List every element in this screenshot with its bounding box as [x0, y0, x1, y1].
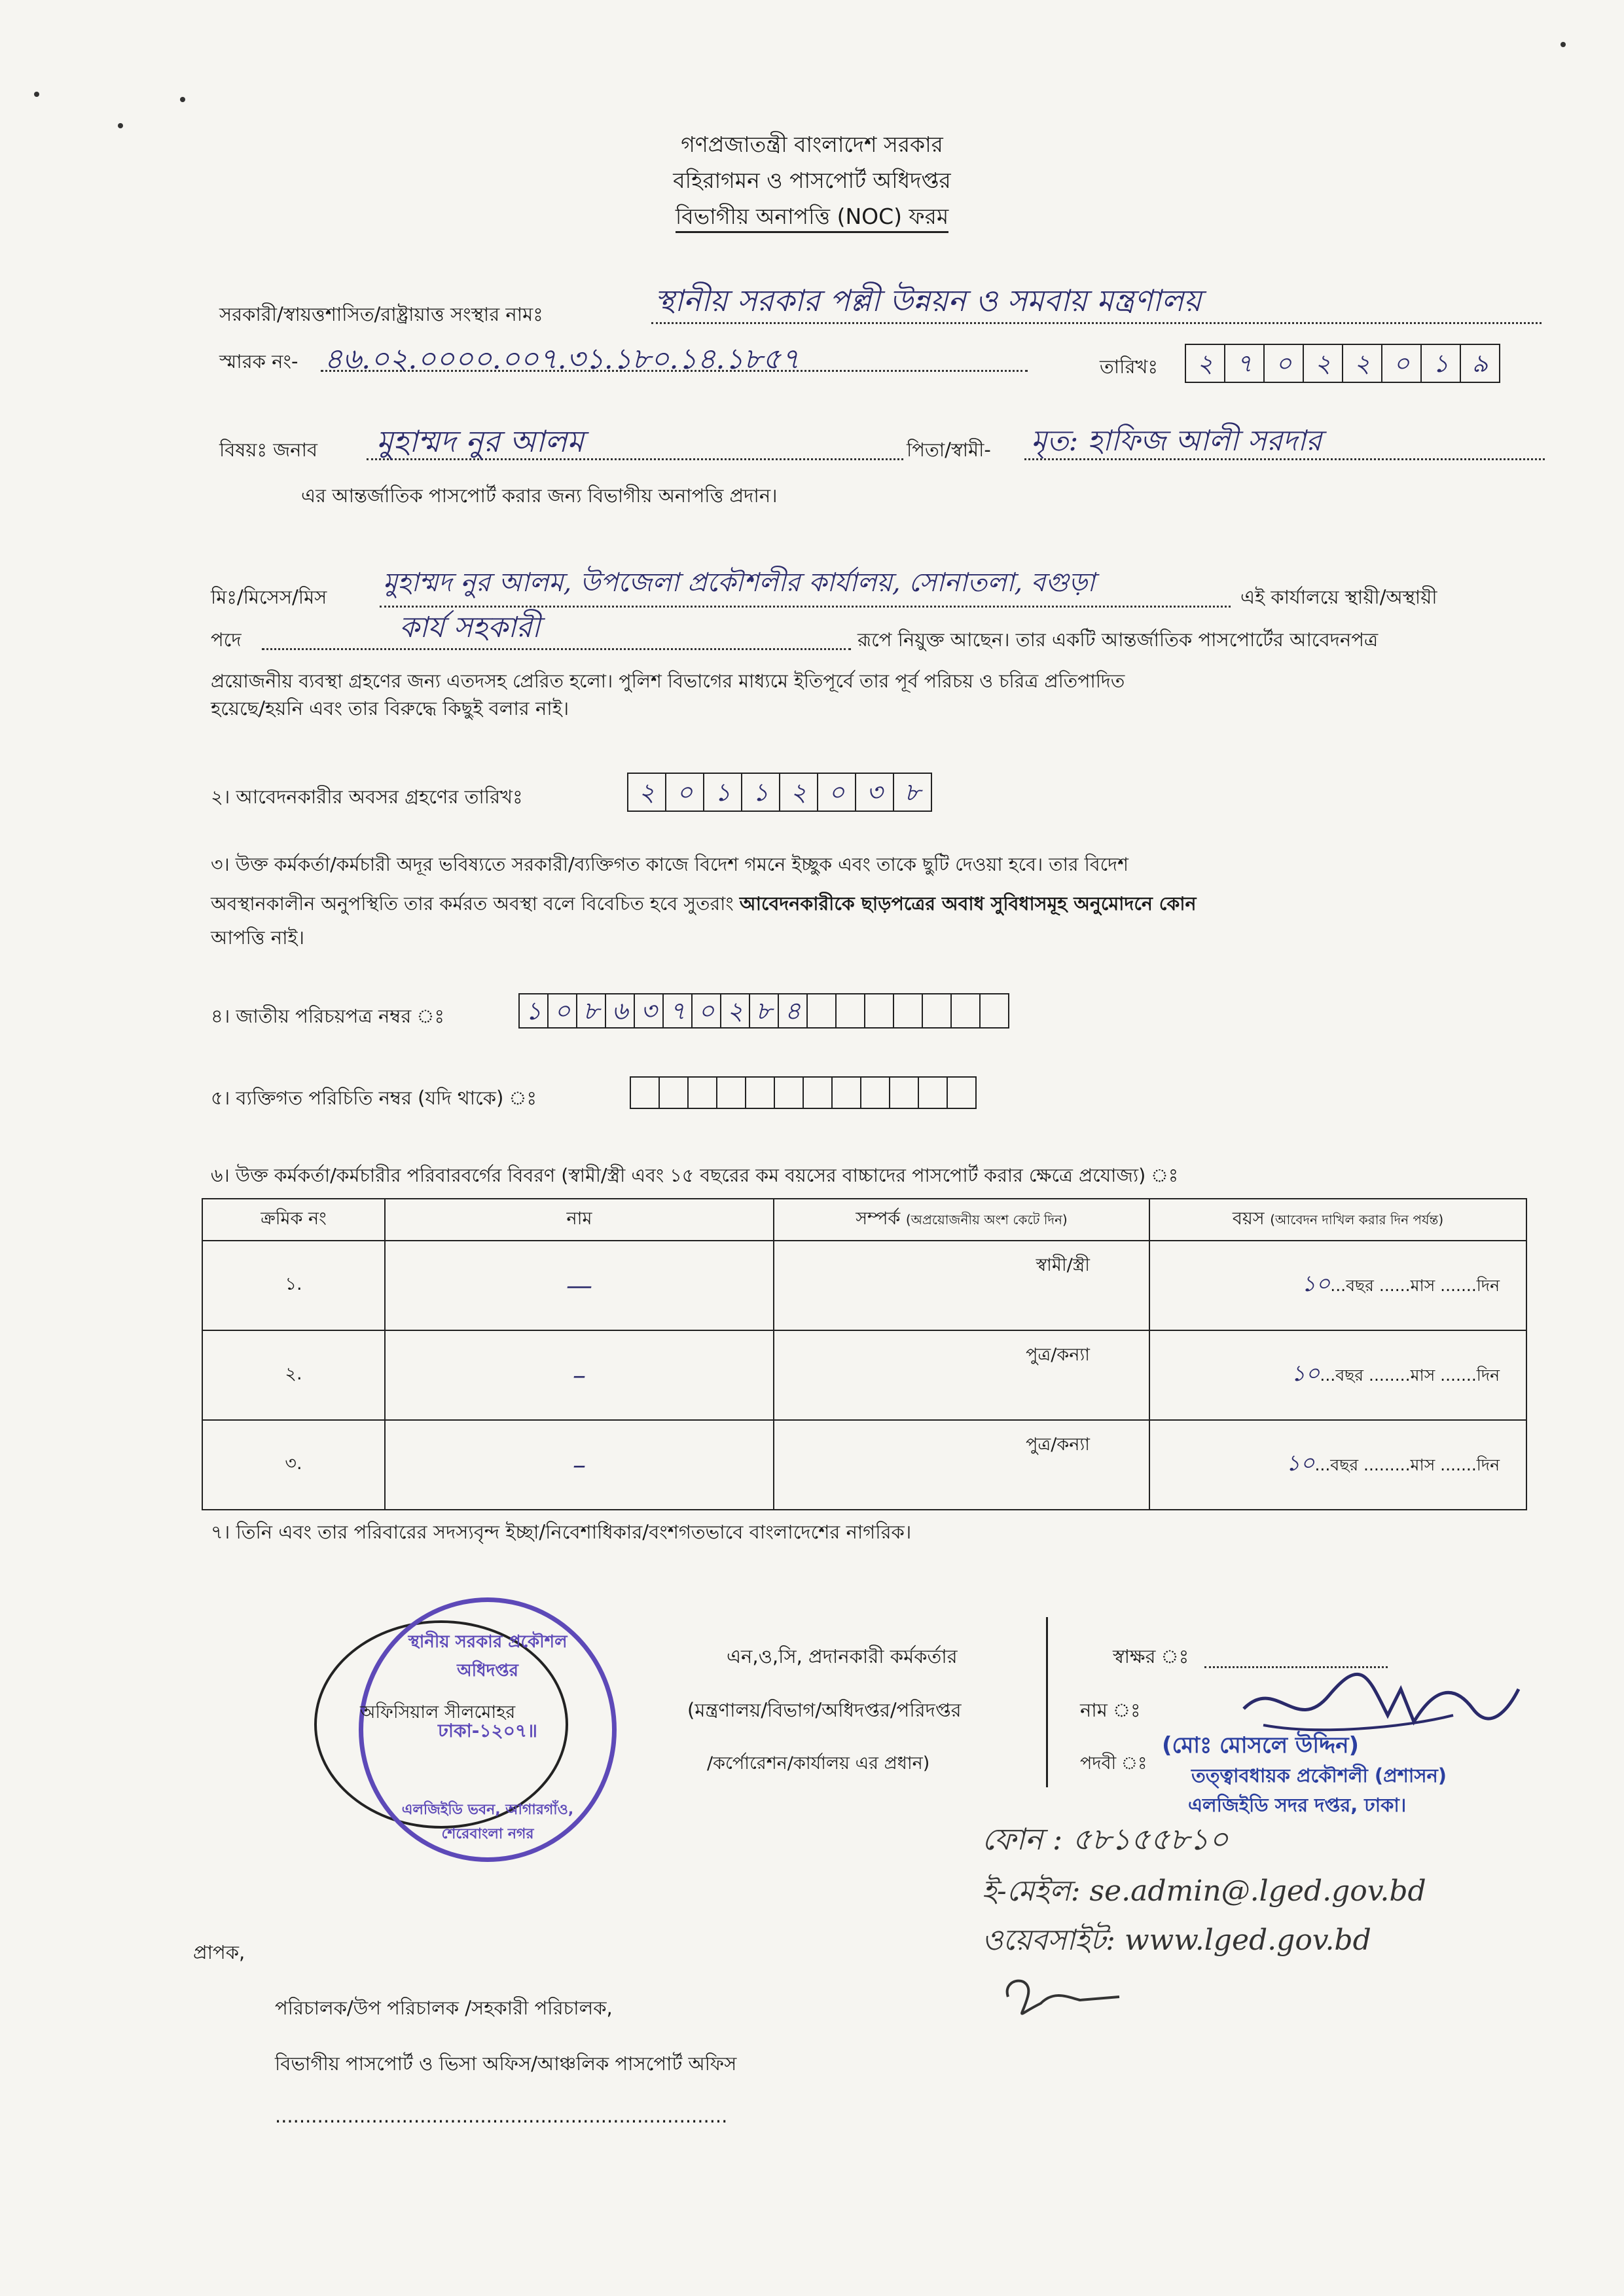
nid-digit: [808, 994, 837, 1027]
org-value: স্থানীয় সরকার পল্লী উন্নয়ন ও সমবায় মন্ত্রণালয়: [655, 283, 1202, 318]
recipient-line1: পরিচালক/উপ পরিচালক /সহকারী পরিচালক,: [275, 1997, 613, 2019]
personal-id-boxes: [630, 1076, 977, 1109]
retire-digit: ২: [780, 774, 818, 811]
father-label: পিতা/স্বামী-: [907, 439, 991, 461]
nid-digit: ১: [520, 994, 549, 1027]
nid-digit: ৭: [664, 994, 693, 1027]
date-digit: ২: [1186, 345, 1225, 382]
family-table: [202, 1198, 1527, 1510]
row-relation-value: স্বামী/স্ত্রী: [1036, 1255, 1090, 1275]
row-age-text: ...বছর .........মাস .......দিন: [1314, 1455, 1500, 1474]
col-relation-note: (অপ্রয়োজনীয় অংশ কেটে দিন): [905, 1211, 1068, 1228]
item4-label: ৪। জাতীয় পরিচয়পত্র নম্বর ঃ: [211, 1005, 444, 1027]
row-name-value: —: [566, 1270, 592, 1301]
nid-digit: [837, 994, 865, 1027]
father-value: মৃত: হাফিজ আলী সরদার: [1031, 424, 1322, 458]
row-relation: [774, 1420, 1149, 1510]
memo-label: স্মারক নং-: [219, 350, 298, 373]
row-age: [1149, 1330, 1526, 1420]
item7: ৭। তিনি এবং তার পরিবারের সদস্যবৃন্দ ইচ্ছা/নিবেশাধিকার/বংশগতভাবে বাংলাদেশের নাগরিক।: [211, 1521, 912, 1543]
retire-digit: ০: [666, 774, 704, 811]
table-row: [202, 1420, 1526, 1510]
header-line1: গণপ্রজাতন্ত্রী বাংলাদেশ সরকার: [681, 132, 943, 157]
date-digit: ২: [1343, 345, 1382, 382]
initials-icon: [995, 1971, 1126, 2023]
nid-digit: ০: [549, 994, 577, 1027]
col-name: নাম: [385, 1199, 774, 1241]
date-digit: ৭: [1225, 345, 1265, 382]
stamp-mid-text: ঢাকা-১২০৭॥: [438, 1720, 537, 1741]
date-label: তারিখঃ: [1100, 355, 1158, 378]
nid-digit: [894, 994, 923, 1027]
nid-digit: ২: [721, 994, 750, 1027]
nid-digit: [981, 994, 1008, 1027]
pid-digit: [775, 1078, 804, 1108]
date-digit: ২: [1304, 345, 1343, 382]
issuer-web: ওয়েবসাইট: www.lged.gov.bd: [982, 1923, 1371, 1957]
row-name: [385, 1420, 774, 1510]
col-relation: [774, 1199, 1149, 1241]
row-name: [385, 1241, 774, 1330]
pid-digit: [833, 1078, 861, 1108]
col-serial: ক্রমিক নং: [202, 1199, 385, 1241]
nid-boxes: [518, 993, 1009, 1029]
pid-digit: [746, 1078, 775, 1108]
item5-label: ৫। ব্যক্তিগত পরিচিতি নম্বর (যদি থাকে) ঃ: [211, 1087, 537, 1109]
row-relation: [774, 1330, 1149, 1420]
row-relation-value: পুত্র/কন্যা: [1026, 1345, 1090, 1365]
subject-label: বিষয়ঃ জনাব: [219, 439, 317, 461]
col-relation-label: সম্পর্ক: [856, 1208, 901, 1229]
office-text: এই কার্যালয়ে স্থায়ী/অস্থায়ী: [1240, 586, 1437, 608]
date-digit: ০: [1265, 345, 1304, 382]
sign-label: স্বাক্ষর ঃ: [1113, 1645, 1189, 1667]
pid-digit: [919, 1078, 948, 1108]
speck: [180, 97, 185, 102]
retire-digit: ৮: [904, 778, 921, 807]
seal-label: অফিসিয়াল সীলমোহর: [360, 1702, 516, 1722]
body-line3: প্রয়োজনীয় ব্যবস্থা গ্রহণের জন্য এতদসহ প্রেরিত হলো। পুলিশ বিভাগের মাধ্যমে ইতিপূর্বে তার পূর্ব পরিচয় ও চরিত্র প্রতিপাদিত: [211, 670, 1125, 692]
title-label: মিঃ/মিসেস/মিস: [211, 586, 327, 608]
table-row: [202, 1241, 1526, 1330]
item2-label: ২। আবেদনকারীর অবসর গ্রহণের তারিখঃ: [211, 786, 523, 808]
header-line3: বিভাগীয় অনাপত্তি (NOC) ফরম: [676, 203, 948, 233]
item3-line2: [211, 890, 1197, 921]
stamp-top-text: স্থানীয় সরকার প্রকৌশল অধিদপ্তর: [408, 1632, 568, 1681]
officer-office: এলজিইডি সদর দপ্তর, ঢাকা।: [1188, 1794, 1407, 1816]
org-label: সরকারী/স্বায়ত্তশাসিত/রাষ্ট্রায়াত্ত সংস্থার নামঃ: [219, 303, 543, 325]
nid-digit: ৮: [577, 994, 606, 1027]
row-age-mark: ১০: [1291, 1360, 1320, 1387]
row-serial: ২.: [202, 1330, 385, 1420]
row-relation-value: পুত্র/কন্যা: [1026, 1434, 1090, 1455]
row-name-value: –: [573, 1449, 586, 1480]
post-line: [262, 648, 851, 650]
issuer-line2: (মন্ত্রণালয়/বিভাগ/অধিদপ্তর/পরিদপ্তর: [687, 1699, 962, 1721]
row-serial: ১.: [202, 1241, 385, 1330]
item3-line2b: আবেদনকারীকে ছাড়পত্রের অবাধ সুবিধাসমূহ অনুমোদনে কোন: [739, 893, 1197, 915]
post-label: পদে: [211, 629, 242, 651]
retire-digit: ০: [818, 774, 856, 811]
recipient-line2: বিভাগীয় পাসপোর্ট ও ভিসা অফিস/আঞ্চলিক পাসপোর্ট অফিস: [275, 2052, 737, 2075]
pid-digit: [689, 1078, 717, 1108]
nid-digit: ৮: [750, 994, 779, 1027]
nid-digit: [952, 994, 981, 1027]
item6-label: ৬। উক্ত কর্মকর্তা/কর্মচারীর পরিবারবর্গের বিবরণ (স্বামী/স্ত্রী এবং ১৫ বছরের কম বয়সের বাচ্চাদের পাসপোর্ট করার ক্ষেত্রে প্রযোজ্য) ঃ: [211, 1165, 1179, 1186]
col-age: [1149, 1199, 1526, 1241]
row-name-value: –: [573, 1360, 586, 1391]
nid-digit: ৬: [606, 994, 635, 1027]
nid-digit: ৪: [779, 994, 808, 1027]
nid-digit: [865, 994, 894, 1027]
body-line4: হয়েছে/হয়নি এবং তার বিরুদ্ধে কিছুই বলার নাই।: [211, 697, 569, 720]
table-row: [202, 1330, 1526, 1420]
name-label: নাম ঃ: [1080, 1699, 1141, 1721]
subject-name: মুহাম্মদ নুর আলম: [376, 424, 584, 459]
item3-line3: আপত্তি নাই।: [211, 926, 304, 949]
designation-label: পদবী ঃ: [1080, 1753, 1147, 1774]
row-age-text: ...বছর ........মাস .......দিন: [1320, 1366, 1500, 1385]
post-value: কার্য সহকারী: [399, 611, 541, 644]
retirement-date-boxes: [627, 773, 932, 812]
nid-digit: ০: [693, 994, 721, 1027]
title-value: মুহাম্মদ নুর আলম, উপজেলা প্রকৌশলীর কার্যালয়, সোনাতলা, বগুড়া: [383, 568, 1095, 598]
nid-digit: ৩: [635, 994, 664, 1027]
pid-digit: [890, 1078, 919, 1108]
recipient-label: প্রাপক,: [193, 1941, 245, 1963]
pid-digit: [717, 1078, 746, 1108]
speck: [1561, 42, 1566, 47]
pid-digit: [948, 1078, 975, 1108]
pid-digit: [660, 1078, 689, 1108]
item3-line1: ৩। উক্ত কর্মকর্তা/কর্মচারী অদূর ভবিষ্যতে সরকারী/ব্যক্তিগত কাজে বিদেশ গমনে ইচ্ছুক এবং তাকে ছুটি দেওয়া হবে। তার বিদেশ: [211, 854, 1128, 875]
retire-digit: ১: [704, 774, 742, 811]
row-serial: ৩.: [202, 1420, 385, 1510]
subject-line2: এর আন্তর্জাতিক পাসপোর্ট করার জন্য বিভাগীয় অনাপত্তি প্রদান।: [301, 484, 778, 507]
date-digit: ৯: [1471, 349, 1489, 378]
date-digit: ১: [1422, 345, 1461, 382]
issuer-line3: /কর্পোরেশন/কার্যালয় এর প্রধান): [707, 1753, 930, 1774]
post-text: রূপে নিয়ুক্ত আছেন। তার একটি আন্তর্জাতিক পাসপোর্টের আবেদনপত্র: [857, 629, 1379, 651]
retire-digit: ১: [742, 774, 780, 811]
speck: [34, 92, 39, 97]
row-age-text: ...বছর ......মাস .......দিন: [1330, 1276, 1500, 1295]
issuer-phone: ফোন : ৫৮১৫৫৮১০: [982, 1821, 1229, 1857]
header: [0, 131, 1624, 233]
recipient-line3: ...........................................................................: [275, 2105, 728, 2127]
retire-digit: ৩: [856, 774, 894, 811]
col-age-note: (আবেদন দাখিল করার দিন পর্যন্ত): [1270, 1211, 1444, 1228]
row-age-mark: ১০: [1286, 1450, 1315, 1476]
pid-digit: [631, 1078, 660, 1108]
header-line2: বহিরাগমন ও পাসপোর্ট অধিদপ্তর: [673, 167, 951, 193]
pid-digit: [804, 1078, 833, 1108]
retire-digit: ২: [628, 774, 666, 811]
item3-line2a: অবস্থানকালীন অনুপস্থিতি তার কর্মরত অবস্থা বলে বিবেচিত হবে সুতরাং: [211, 893, 740, 915]
nid-digit: [923, 994, 952, 1027]
pid-digit: [861, 1078, 890, 1108]
row-age: [1149, 1241, 1526, 1330]
issuer-line1: এন,ও,সি, প্রদানকারী কর্মকর্তার: [727, 1645, 958, 1667]
date-boxes: [1185, 344, 1500, 383]
official-stamp: [359, 1597, 617, 1862]
date-digit: ০: [1382, 345, 1422, 382]
speck: [118, 123, 123, 128]
row-age: [1149, 1420, 1526, 1510]
stamp-bottom-text: এলজিইডি ভবন, আগারগাঁও, শেরেবাংলা নগর: [401, 1802, 574, 1842]
row-name: [385, 1330, 774, 1420]
col-age-label: বয়স: [1232, 1208, 1265, 1229]
issuer-divider: [1046, 1617, 1048, 1787]
officer-name: (মোঃ মোসলে উদ্দিন): [1162, 1732, 1360, 1758]
row-relation: [774, 1241, 1149, 1330]
row-age-mark: ১০: [1301, 1271, 1331, 1297]
issuer-email: ই-মেইল: se.admin@.lged.gov.bd: [982, 1874, 1426, 1908]
memo-value: ৪৬.০২.০০০০.০০৭.৩১.১৮০.১৪.১৮৫৭: [324, 342, 800, 376]
officer-title: তত্ত্বাবধায়ক প্রকৌশলী (প্রশাসন): [1191, 1764, 1447, 1787]
